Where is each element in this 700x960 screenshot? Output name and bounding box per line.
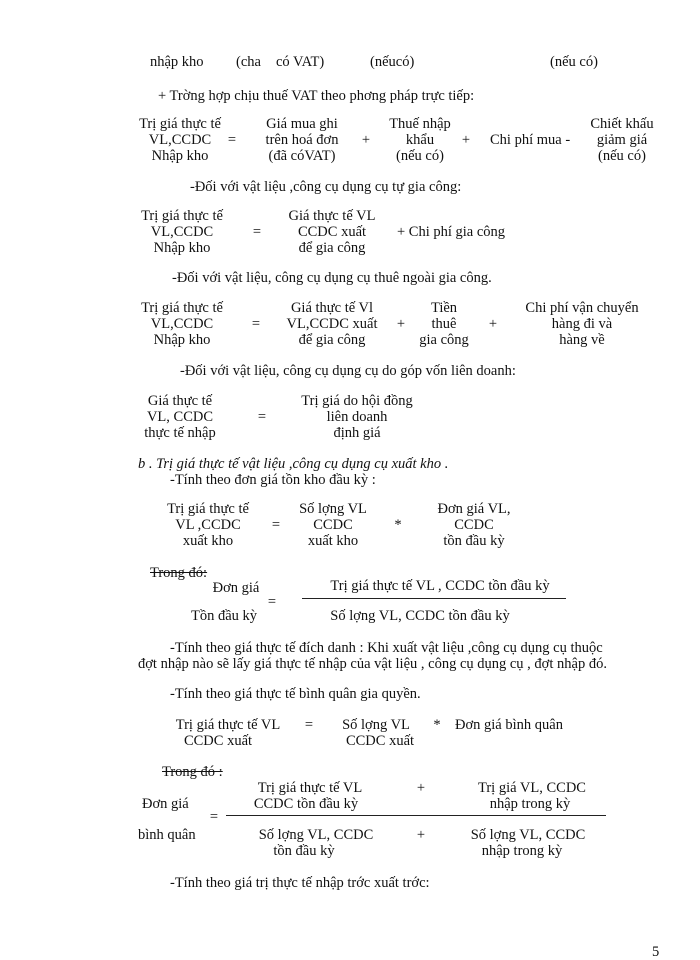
f1-a1: Giá mua ghi (266, 116, 338, 132)
f3-c3: hàng về (559, 332, 605, 348)
f8-num1-b: CCDC tồn đầu kỳ (253, 796, 359, 812)
f8-left-1: Đơn giá (142, 796, 189, 812)
f3-a1: Giá thực tế Vl (290, 300, 374, 316)
f7-a1: Số lợng VL (342, 717, 410, 733)
f1-left-1: Trị giá thực tế (139, 116, 221, 132)
f3-c1: Chi phí vận chuyển (525, 300, 639, 316)
f7-a2: CCDC xuất (345, 733, 415, 749)
f8-den1-b: tồn đầu kỳ (273, 843, 335, 859)
f8-left-2: bình quân (138, 827, 196, 843)
f3-left-3: Nhập kho (153, 332, 211, 348)
f7-multiply: * (433, 717, 441, 733)
f5-a2: CCDC (313, 517, 353, 533)
f5-a3: xuất kho (307, 533, 359, 549)
f2-tail: + Chi phí gia công (397, 224, 506, 240)
f1-a3: (đã cóVAT) (268, 148, 336, 164)
heading-self-processing: -Đối với vật liệu ,công cụ dụng cụ tự gia công: (190, 179, 462, 195)
f3-b3: gia công (419, 332, 469, 348)
f7-equals: = (304, 717, 314, 733)
f7-left-1: Trị giá thực tế VL (175, 717, 281, 733)
f3-c2: hàng đi và (551, 316, 613, 332)
f1-b1: Thuế nhập (389, 116, 451, 132)
f6-numerator: Trị giá thực tế VL , CCDC tồn đầu kỳ (330, 578, 550, 594)
f8-num2-b: nhập trong kỳ (489, 796, 571, 812)
f1-left-2: VL,CCDC (148, 132, 212, 148)
f8-den2-a: Số lợng VL, CCDC (470, 827, 586, 843)
f6-denominator: Số lợng VL, CCDC tồn đầu kỳ (330, 608, 510, 624)
heading-outsourced: -Đối với vật liệu, công cụ dụng cụ thuê ngoài gia công. (172, 270, 492, 286)
f4-a3: định giá (333, 425, 381, 441)
f1-c1: Chi phí mua - (490, 132, 571, 148)
f6-equals: = (267, 594, 277, 610)
page-number: 5 (652, 944, 660, 960)
f6-fraction-bar (302, 598, 566, 599)
f4-left-3: thực tế nhập (144, 425, 216, 441)
f3-a3: để gia công (298, 332, 366, 348)
text-nhap-kho: nhập kho (150, 54, 204, 70)
f3-b1: Tiền (430, 300, 458, 316)
where-label-1: Trong đó: (150, 565, 208, 581)
f2-left-1: Trị giá thực tế (141, 208, 223, 224)
text-co-vat: có VAT) (276, 54, 325, 70)
f8-den1-a: Số lợng VL, CCDC (258, 827, 374, 843)
case-direct-heading: + Trờng hợp chịu thuế VAT theo phơng pháp trực tiếp: (158, 88, 475, 104)
f5-b1: Đơn giá VL, (437, 501, 511, 517)
text-cha: (cha (236, 54, 261, 70)
f3-left-1: Trị giá thực tế (141, 300, 223, 316)
f3-plus-2: + (488, 316, 498, 332)
f6-left-2: Tồn đầu kỳ (190, 608, 258, 624)
where-label-2: Trong đó : (162, 764, 223, 780)
f2-a3: để gia công (298, 240, 366, 256)
f8-num-plus: + (416, 780, 426, 796)
f2-a1: Giá thực tế VL (288, 208, 376, 224)
f5-left-2: VL ,CCDC (175, 517, 241, 533)
f5-left-3: xuất kho (182, 533, 234, 549)
f5-left-1: Trị giá thực tế (167, 501, 249, 517)
f8-fraction-bar (226, 815, 606, 816)
text-neu-co-2: (nếu có) (550, 54, 598, 70)
f5-equals: = (271, 517, 281, 533)
f4-left-1: Giá thực tế (147, 393, 213, 409)
f1-left-3: Nhập kho (151, 148, 209, 164)
f1-plus-2: + (461, 132, 471, 148)
f6-left-1: Đơn giá (212, 580, 260, 596)
f1-b3: (nếu có) (396, 148, 444, 164)
text-neu-co-1: (nếucó) (370, 54, 415, 70)
f2-equals: = (252, 224, 262, 240)
f1-plus-1: + (361, 132, 371, 148)
method-specific-line-2: đợt nhập nào sẽ lấy giá thực tế nhập của vật liệu , công cụ dụng cụ , đợt nhập đó. (138, 656, 607, 672)
f8-num1-a: Trị giá thực tế VL (257, 780, 363, 796)
f5-multiply: * (394, 517, 402, 533)
f1-d3: (nếu có) (598, 148, 646, 164)
f1-a2: trên hoá đơn (265, 132, 339, 148)
f8-den-plus: + (416, 827, 426, 843)
f4-equals: = (257, 409, 267, 425)
method-opening-price: -Tính theo đơn giá tồn kho đầu kỳ : (170, 472, 376, 488)
f7-left-2: CCDC xuất (183, 733, 253, 749)
f8-equals: = (209, 809, 219, 825)
method-fifo: -Tính theo giá trị thực tế nhập trớc xuất trớc: (170, 875, 430, 891)
f3-b2: thuê (431, 316, 457, 332)
f3-a2: VL,CCDC xuất (286, 316, 378, 332)
method-weighted-average: -Tính theo giá thực tế bình quân gia quyền. (170, 686, 421, 702)
f4-a2: liên doanh (326, 409, 388, 425)
f1-b2: khẩu (405, 132, 435, 148)
heading-joint-venture: -Đối với vật liệu, công cụ dụng cụ do góp vốn liên doanh: (180, 363, 516, 379)
method-specific-line-1: -Tính theo giá thực tế đích danh : Khi xuất vật liệu ,công cụ dụng cụ thuộc (170, 640, 603, 656)
f1-d1: Chiết khấu (590, 116, 654, 132)
f8-den2-b: nhập trong kỳ (481, 843, 563, 859)
f4-left-2: VL, CCDC (146, 409, 214, 425)
f5-a1: Số lợng VL (299, 501, 367, 517)
f7-b1: Đơn giá bình quân (455, 717, 563, 733)
f1-equals: = (227, 132, 237, 148)
f5-b2: CCDC (454, 517, 494, 533)
f8-num2-a: Trị giá VL, CCDC (478, 780, 586, 796)
f2-a2: CCDC xuất (297, 224, 367, 240)
f1-d2: giảm giá (596, 132, 648, 148)
f3-plus-1: + (396, 316, 406, 332)
section-b-heading: b . Trị giá thực tế vật liệu ,công cụ dụng cụ xuất kho . (138, 456, 449, 472)
f3-equals: = (251, 316, 261, 332)
f2-left-2: VL,CCDC (150, 224, 214, 240)
f2-left-3: Nhập kho (153, 240, 211, 256)
f4-a1: Trị giá do hội đồng (301, 393, 413, 409)
f5-b3: tồn đầu kỳ (443, 533, 505, 549)
f3-left-2: VL,CCDC (150, 316, 214, 332)
